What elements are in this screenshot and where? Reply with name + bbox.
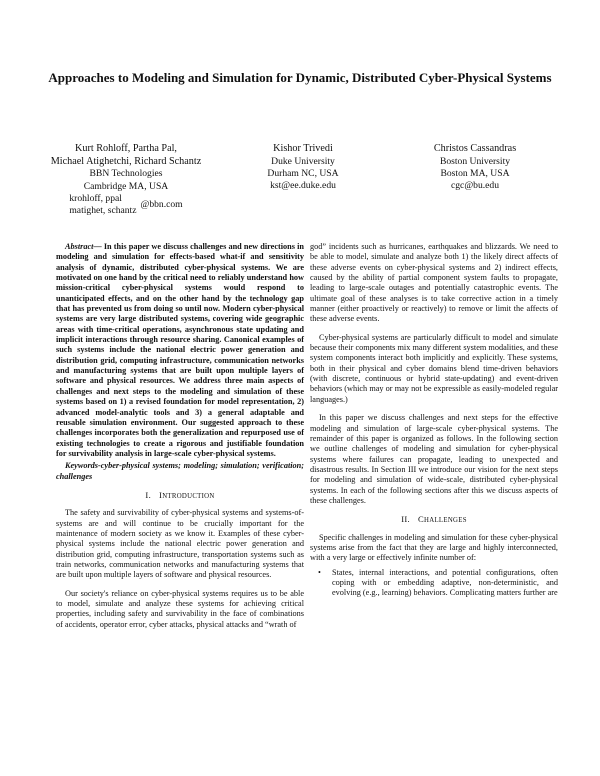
author-email: cgc@bu.edu [451, 180, 499, 192]
paper-title: Approaches to Modeling and Simulation for Dynamic, Distributed Cyber-Physical Systems [48, 70, 552, 85]
author-affiliation: Durham NC, USA [267, 168, 339, 179]
author-names: Michael Atighetchi, Richard Schantz [50, 155, 202, 167]
abstract-text: — In this paper we discuss challenges and new directions in modeling and simulation for effects-based what-if and sensitivity analysis of dynamic, distributed cyber-physical systems. We are motivated on one hand by the critical need to reliably understand how mission-critical cyber-physical systems would respond to unanticipated effects, and on the other hand by the technology gap that has prevented us from doing so until now. Modern cyber-physical systems are very large distributed systems, covering wide geographic areas with time-critical operations, asynchronous state updating and implicit interactions through resource sharing. Canonical examples of such systems include the national electric power generation and distribution grid, computing infrastructure, communication networks and manufacturing systems that are built upon multiple layers of software and physical resources. We address three main aspects of challenges and next steps to the modeling and simulation of these systems based on 1) a revised foundation for model representation, 2) advanced model-analytic tools and 3) a general adaptable and reusable simulation environment. Our suggested approach to these challenges incorporates both the generalization and repurposed use of existing technologies to create a rigorous and justifiable foundation for survivability analysis in large-scale cyber-physical systems. [56, 242, 304, 458]
author-block-duke [238, 143, 368, 193]
author-affiliation: BBN Technologies [89, 168, 163, 180]
paragraph: Our society's reliance on cyber-physical systems requires us to be able to model, simulate and analyze these systems for achieving critical properties, including safety and survivability in the face of combinations of accidents, operator error, cyber attacks, physical attacks and “wrath of [56, 588, 304, 629]
email-user: matighet, schantz [69, 205, 137, 217]
email-domain: @bbn.com [140, 199, 183, 211]
author-names: Kurt Rohloff, Partha Pal, [75, 143, 177, 154]
left-column [56, 242, 304, 630]
author-block-bu [400, 143, 550, 193]
list-item: • States, internal interactions, and potential configurations, often coping with or embedding adaptive, non-deterministic, and evolving (e.g., learning) behaviors. Complicating matters further are [318, 567, 558, 598]
paragraph: Specific challenges in modeling and simulation for these cyber-physical systems arise from the fact that they are large and highly interconnected, with a very large or effectively infinite number of: [310, 532, 558, 563]
section-heading-challenges: II. CHALLENGES [401, 514, 467, 525]
bullet-list [310, 568, 558, 599]
bullet-icon: • [318, 567, 321, 577]
author-affiliation: Cambridge MA, USA [83, 180, 169, 192]
author-email [46, 193, 206, 218]
paragraph: god” incidents such as hurricanes, earthquakes and blizzards. We need to be able to model, simulate and analyze both 1) the likely direct affects of these adverse events on cyber-physical systems and 2) indirect effects, caused by the ability of partial component system faults to propagate, leading to large-scale outages and potentially catastrophic events. The ultimate goal of these analyses is to take corrective action in a timely manner (either proactively or reactively) to remove or limit the affects of these adverse events. [310, 242, 558, 324]
paragraph: The safety and survivability of cyber-physical systems and systems-of-systems are and will continue to be crucially important for the maintenance of modern society as we know it. Examples of these cyber-physical systems include the national electric power generation and distribution grid, computing infrastructure, transportation systems such as train networks, communication networks and manufacturing systems that are built upon multiple layers of software and physical resources. [56, 508, 304, 580]
author-affiliation: Boston University [439, 155, 511, 167]
author-names: Kishor Trivedi [273, 143, 333, 154]
author-email: kst@ee.duke.edu [270, 180, 336, 192]
right-column [310, 242, 558, 599]
paragraph: In this paper we discuss challenges and next steps for the effective modeling and simulation of large-scale cyber-physical systems. The remainder of this paper is organized as follows. In the following section we outline challenges of modeling and simulation for cyber-physical systems where failures can propagate, leading to unexpected and disastrous results. In Section III we introduce our vision for the next steps for modeling and simulation of wide-scale, distributed cyber-physical systems. In each of the following sections after this we discuss aspects of these challenges. [310, 413, 558, 505]
keywords: Keywords-cyber-physical systems; modeling; simulation; verification; challenges [56, 461, 304, 481]
abstract [56, 242, 304, 459]
abstract-label: Abstract [65, 242, 94, 251]
paragraph: Cyber-physical systems are particularly difficult to model and simulate because their components mix many different system modalities, and these system components interact both implicitly and explicitly. These systems, both in their physical and cyber domains blend time-driven behaviors (with discrete, continuous or hybrid state-updating) and event-driven behaviors (which may or may not be expressible as easily-modeled regular languages.) [310, 332, 558, 404]
author-names: Christos Cassandras [433, 143, 517, 154]
author-affiliation: Boston MA, USA [440, 168, 510, 179]
author-block-bbn [46, 143, 206, 218]
email-user: krohloff, ppal [69, 193, 122, 204]
section-heading-introduction: I. INTRODUCTION [145, 489, 215, 500]
author-affiliation: Duke University [271, 155, 335, 167]
